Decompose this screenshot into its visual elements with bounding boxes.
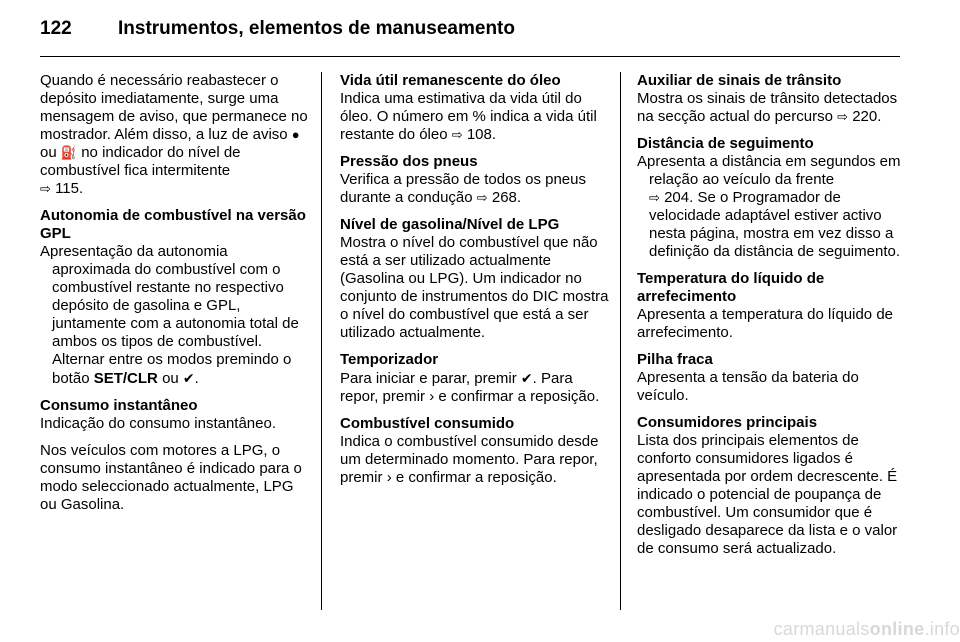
column-divider-2 xyxy=(620,72,621,610)
section-fuel-used: Combustível consumido Indica o combustível consumido desde um determinado momento. Para repor, premir › e confirmar a reposição. xyxy=(340,415,610,487)
set-clr-button-label: SET/CLR xyxy=(93,370,158,387)
arrow-ref-icon: ⇨ xyxy=(40,181,51,196)
section-body: Apresenta a distância em segundos em relação ao veículo da frente ⇨ 204. Se o Programador de velocidade adaptável estiver activo nesta página, mostra em vez disso a definição da distância de seguimento. xyxy=(637,153,901,260)
check-icon: ✔ xyxy=(520,370,533,386)
section-heading: Temporizador xyxy=(340,351,439,368)
page-ref: 220. xyxy=(852,108,882,125)
section-heading: Pilha fraca xyxy=(637,351,713,368)
section-body: Indicação do consumo instantâneo. xyxy=(40,415,276,432)
section-fuel-level: Nível de gasolina/Nível de LPG Mostra o nível do combustível que não está a ser utilizado actualmente (Gasolina ou LPG). Um indicador no conjunto de instrumentos do DIC mostra o nível do combustível que está a ser utilizado actualmente. xyxy=(340,216,609,341)
section-lpg-range xyxy=(40,207,310,388)
watermark: carmanualsonline.info xyxy=(773,619,960,639)
arrow-ref-icon: ⇨ xyxy=(451,127,463,142)
section-main-consumers: Consumidores principais Lista dos principais elementos de conforto consumidores ligados é apresentada por ordem decrescente. É indicado o potencial de poupança de combustível. Um consumidor que é desligado desaparece da lista e o valor de consumo será actualizado. xyxy=(637,414,912,558)
section-heading: Auxiliar de sinais de trânsito xyxy=(637,72,842,89)
section-coolant-temperature: Temperatura do líquido de arrefecimento Apresenta a temperatura do líquido de arrefecimento. xyxy=(637,270,912,342)
section-instant-consumption xyxy=(40,397,310,514)
next-chevron-icon: › xyxy=(386,469,392,486)
section-heading: Consumidores principais xyxy=(637,414,818,431)
column-3 xyxy=(637,72,912,567)
page-title: Instrumentos, elementos de manuseamento xyxy=(118,18,515,39)
section-heading: Nível de gasolina/Nível de LPG xyxy=(340,216,560,233)
section-tyre-pressure: Pressão dos pneus Verifica a pressão de todos os pneus durante a condução ⇨ 268. xyxy=(340,153,610,207)
section-heading: Distância de seguimento xyxy=(637,135,814,152)
page-ref: 268. xyxy=(491,189,522,206)
section-heading: Vida útil remanescente do óleo xyxy=(340,72,561,89)
page-ref: 204. xyxy=(664,189,694,206)
section-traffic-signs: Auxiliar de sinais de trânsito Mostra os sinais de trânsito detectados na secção actual do percurso ⇨ 220. xyxy=(637,72,912,126)
column-divider-1 xyxy=(321,72,322,610)
header-rule xyxy=(40,56,900,57)
fuel-pump-icon: ⛽ xyxy=(60,145,78,160)
section-body: Nos veículos com motores a LPG, o consumo instantâneo é indicado para o modo seleccionado actualmente, LPG ou Gasolina. xyxy=(40,442,302,513)
page-number: 122 xyxy=(40,18,72,39)
section-heading: Consumo instantâneo xyxy=(40,397,198,414)
section-heading: Autonomia de combustível na versão GPL xyxy=(40,207,306,242)
section-body: Apresentação da autonomia aproximada do combustível com o combustível restante no respectivo depósito de gasolina e GPL, juntamente com a autonomia total de ambos os tipos de combustível. Alternar entre os modos premindo o botão SET/CLR ou ✔. xyxy=(40,243,299,387)
column-2 xyxy=(340,72,610,496)
warning-dot-icon: ● xyxy=(291,127,300,142)
page-ref: 108. xyxy=(466,126,497,143)
section-heading: Pressão dos pneus xyxy=(340,153,478,170)
section-timer: Temporizador Para iniciar e parar, premir ✔. Para repor, premir › e confirmar a reposição. xyxy=(340,351,610,406)
next-chevron-icon: › xyxy=(429,388,435,405)
page-ref: 115. xyxy=(55,180,84,197)
section-heading: Temperatura do líquido de arrefecimento xyxy=(637,270,825,305)
section-heading: Combustível consumido xyxy=(340,415,515,432)
arrow-ref-icon: ⇨ xyxy=(837,109,849,124)
section-low-battery: Pilha fraca Apresenta a tensão da bateria do veículo. xyxy=(637,351,912,405)
intro-paragraph: Quando é necessário reabastecer o depósito imediatamente, surge uma mensagem de aviso, que permanece no mostrador. Além disso, a luz de aviso ● ou ⛽ no indicador do nível de combustível fica intermitente ⇨ 115. xyxy=(40,72,308,197)
section-oil-life: Vida útil remanescente do óleo Indica uma estimativa da vida útil do óleo. O número em % indica a vida útil restante do óleo ⇨ 108. xyxy=(340,72,610,144)
page-header xyxy=(40,18,515,50)
check-icon: ✔ xyxy=(182,370,195,386)
section-following-distance xyxy=(637,135,912,261)
arrow-ref-icon: ⇨ xyxy=(649,190,660,205)
arrow-ref-icon: ⇨ xyxy=(476,190,488,205)
column-1 xyxy=(40,72,310,523)
